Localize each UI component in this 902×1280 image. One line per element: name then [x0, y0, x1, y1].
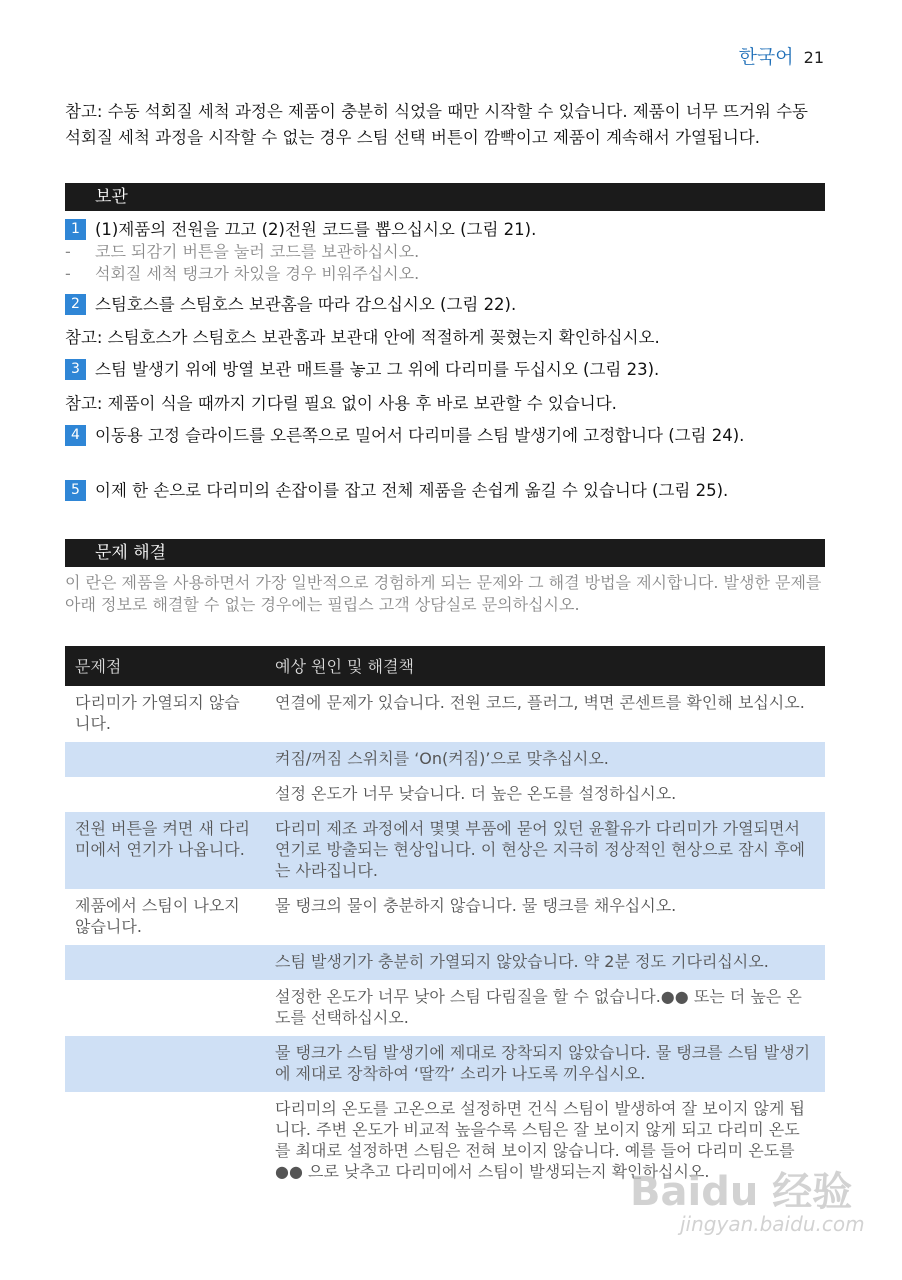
troubleshooting-section-title: 문제 해결	[65, 539, 825, 567]
step-number: 3	[65, 359, 86, 380]
step-text: 스팀 발생기 위에 방열 보관 매트를 놓고 그 위에 다리미를 두십시오 (그림 23).	[95, 360, 660, 379]
solution-cell: 켜짐/꺼짐 스위치를 ‘On(켜짐)’으로 맞추십시오.	[265, 742, 825, 777]
table-row	[65, 980, 825, 1036]
intro-note: 참고: 수동 석회질 세척 과정은 제품이 충분히 식었을 때만 시작할 수 있습니다. 제품이 너무 뜨거워 수동 석회질 세척 과정을 시작할 수 없는 경우 스팀 선택 버튼이 깜빡이고 제품이 계속해서 가열됩니다.	[65, 102, 808, 147]
table-row	[65, 812, 825, 889]
language-label: 한국어	[738, 46, 794, 68]
step-text: (1)제품의 전원을 끄고 (2)전원 코드를 뽑으십시오 (그림 21).	[95, 220, 537, 239]
solution-cell: 설정한 온도가 너무 낮아 스팀 다림질을 할 수 없습니다.●● 또는 더 높은 온도를 선택하십시오.	[275, 987, 802, 1027]
solution-cell: 스팀 발생기가 충분히 가열되지 않았습니다. 약 2분 정도 기다리십시오.	[265, 945, 825, 980]
solution-cell: 다리미의 온도를 고온으로 설정하면 건식 스팀이 발생하여 잘 보이지 않게 됩니다. 주변 온도가 비교적 높을수록 스팀은 잘 보이지 않게 되고 다리미 온도를 최대로 설정하면 스팀은 전혀 보이지 않습니다. 예를 들어 다리미 온도를 ●● 으로 낮추고 다리미에서 스팀이 발생되는지 확인하십시오.	[275, 1099, 805, 1181]
troubleshooting-table	[65, 646, 825, 1190]
solution-cell: 물 탱크의 물이 충분하지 않습니다. 물 탱크를 채우십시오.	[275, 896, 677, 915]
problem-cell: 다리미가 가열되지 않습니다.	[75, 693, 240, 733]
storage-sub-1	[65, 241, 419, 263]
problem-cell	[65, 945, 265, 980]
step-number: 5	[65, 480, 86, 501]
solution-cell: 설정 온도가 너무 낮습니다. 더 높은 온도를 설정하십시오.	[275, 784, 677, 803]
table-row	[65, 686, 825, 742]
problem-cell	[65, 742, 265, 777]
step-number: 2	[65, 294, 86, 315]
step-number: 1	[65, 219, 86, 240]
step-number: 4	[65, 425, 86, 446]
storage-step-2	[65, 292, 825, 318]
step-text: 이동용 고정 슬라이드를 오른쪽으로 밀어서 다리미를 스팀 발생기에 고정합니다 (그림 24).	[95, 426, 745, 445]
table-row	[65, 1036, 825, 1092]
problem-cell: 전원 버튼을 켜면 새 다리미에서 연기가 나옵니다.	[65, 812, 265, 889]
solution-cell: 연결에 문제가 있습니다. 전원 코드, 플러그, 벽면 콘센트를 확인해 보십시오.	[275, 693, 805, 712]
table-row	[65, 777, 825, 812]
problem-cell	[65, 1036, 265, 1092]
watermark-logo: Baidu 经验	[630, 1169, 853, 1215]
storage-step-3	[65, 357, 825, 383]
storage-section-title: 보관	[65, 183, 825, 211]
step-text: 이제 한 손으로 다리미의 손잡이를 잡고 전체 제품을 손쉽게 옮길 수 있습니다 (그림 25).	[95, 481, 729, 500]
problem-cell	[65, 777, 265, 812]
sub-text: 석회질 세척 탱크가 차있을 경우 비워주십시오.	[95, 264, 420, 283]
table-row	[65, 945, 825, 980]
table-row	[65, 742, 825, 777]
column-header-problem: 문제점	[65, 646, 265, 686]
watermark-url: jingyan.baidu.com	[680, 1212, 865, 1236]
page-number: 21	[803, 48, 824, 67]
storage-step-5	[65, 478, 825, 504]
problem-cell	[65, 980, 265, 1036]
step-text: 스팀호스를 스팀호스 보관홈을 따라 감으십시오 (그림 22).	[95, 295, 517, 314]
storage-note-1: 참고: 스팀호스가 스팀호스 보관홈과 보관대 안에 적절하게 꽂혔는지 확인하십시오.	[65, 328, 660, 347]
storage-sub-2	[65, 263, 419, 285]
table-header-row	[65, 646, 825, 686]
page-header	[739, 42, 824, 69]
column-header-solution: 예상 원인 및 해결책	[265, 646, 825, 686]
storage-step-4	[65, 423, 825, 449]
solution-cell: 다리미 제조 과정에서 몇몇 부품에 묻어 있던 윤활유가 다리미가 가열되면서 연기로 방출되는 현상입니다. 이 현상은 지극히 정상적인 현상으로 잠시 후에는 사라집니다.	[265, 812, 825, 889]
table-row	[65, 889, 825, 945]
storage-step-1	[65, 217, 825, 243]
bullet-dash: -	[65, 242, 71, 261]
sub-text: 코드 되감기 버튼을 눌러 코드를 보관하십시오.	[95, 242, 420, 261]
problem-cell	[65, 1092, 265, 1190]
troubleshooting-intro: 이 란은 제품을 사용하면서 가장 일반적으로 경험하게 되는 문제와 그 해결 방법을 제시합니다. 발생한 문제를 아래 정보로 해결할 수 없는 경우에는 필립스 고객 상담실로 문의하십시오.	[65, 573, 822, 614]
problem-cell: 제품에서 스팀이 나오지 않습니다.	[75, 896, 240, 936]
solution-cell: 물 탱크가 스팀 발생기에 제대로 장착되지 않았습니다. 물 탱크를 스팀 발생기에 제대로 장착하여 ‘딸깍’ 소리가 나도록 끼우십시오.	[265, 1036, 825, 1092]
bullet-dash: -	[65, 264, 71, 283]
storage-note-2: 참고: 제품이 식을 때까지 기다릴 필요 없이 사용 후 바로 보관할 수 있습니다.	[65, 394, 617, 413]
